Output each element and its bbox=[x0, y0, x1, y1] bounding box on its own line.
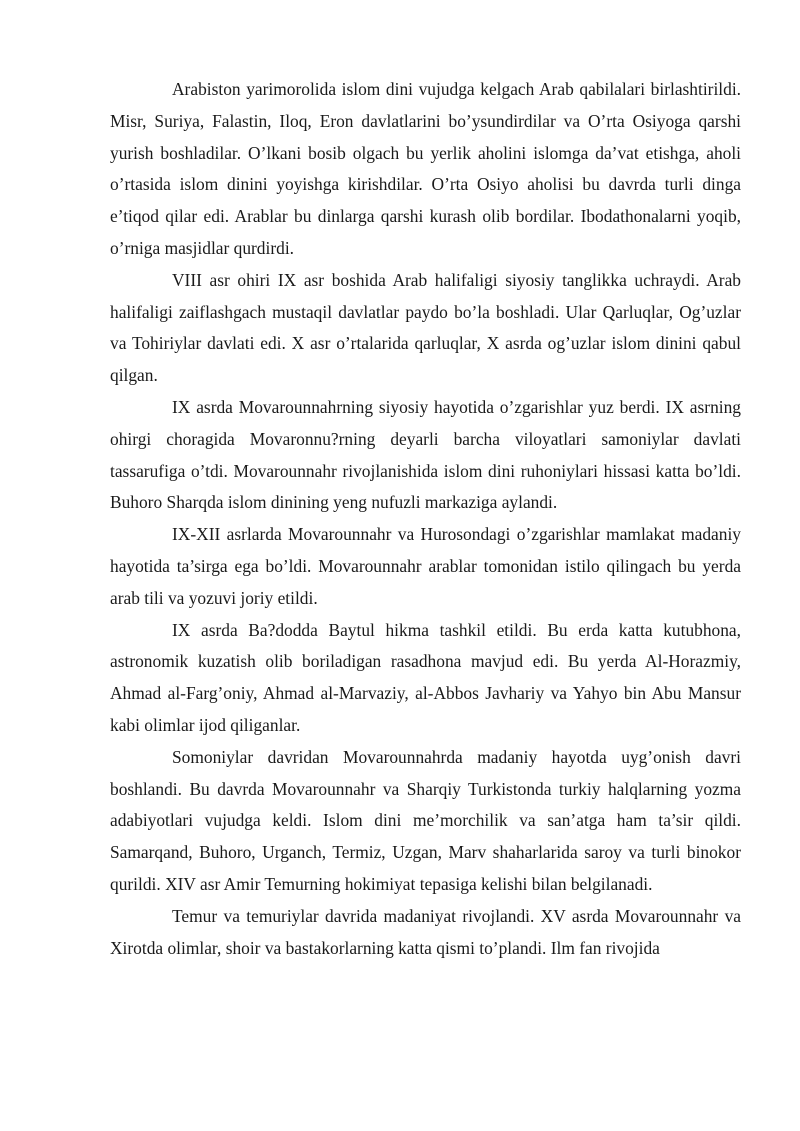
paragraph-4: IX-XII asrlarda Movarounnahr va Hurosondagi o’zgarishlar mamlakat madaniy hayotida ta’sirga ega bo’ldi. Movarounnahr arablar tomonidan istilo qilingach bu yerda arab tili va yozuvi joriy etildi. bbox=[110, 524, 741, 608]
document-body bbox=[110, 74, 741, 964]
paragraph-1: Arabiston yarimorolida islom dini vujudga kelgach Arab qabilalari birlashtirildi. Misr, Suriya, Falastin, Iloq, Eron davlatlarini bo’ysundirdilar va O’rta Osiyoga qarshi yurish boshladilar. O’lkani bosib olgach bu yerlik aholini islomga da’vat etishga, aholi o’rtasida islom dinini yoyishga kirishdilar. O’rta Osiyo aholisi bu davrda turli dinga e’tiqod qilar edi. Arablar bu dinlarga qarshi kurash olib bordilar. Ibodathonalarni yoqib, o’rniga masjidlar qurdirdi. bbox=[110, 79, 741, 258]
paragraph-7: Temur va temuriylar davrida madaniyat rivojlandi. XV asrda Movarounnahr va Xirotda olimlar, shoir va bastakorlarning katta qismi to’plandi. Ilm fan rivojida bbox=[110, 905, 741, 958]
paragraph-5: IX asrda Ba?dodda Baytul hikma tashkil etildi. Bu erda katta kutubhona, astronomik kuzatish olib boriladigan rasadhona mavjud edi. Bu yerda Al-Horazmiy, Ahmad al-Farg’oniy, Ahmad al-Marvaziy, al-Abbos Javhariy va Yahyo bin Abu Mansur kabi olimlar ijod qiliganlar. bbox=[110, 619, 741, 735]
paragraph-2: VIII asr ohiri IX asr boshida Arab halifaligi siyosiy tanglikka uchraydi. Arab halifaligi zaiflashgach mustaqil davlatlar paydo bo’la boshladi. Ular Qarluqlar, Og’uzlar va Tohiriylar davlati edi. X asr o’rtalarida qarluqlar, X asrda og’uzlar islom dinini qabul qilgan. bbox=[110, 269, 741, 386]
paragraph-3: IX asrda Movarounnahrning siyosiy hayotida o’zgarishlar yuz berdi. IX asrning ohirgi choragida Movaronnu?rning deyarli barcha viloyatlari samoniylar davlati tassarufiga o’tdi. Movarounnahr rivojlanishida islom dini ruhoniylari hissasi katta bo’ldi. Buhoro Sharqda islom dinining yeng nufuzli markaziga aylandi. bbox=[110, 396, 741, 513]
paragraph-6: Somoniylar davridan Movarounnahrda madaniy hayotda uyg’onish davri boshlandi. Bu davrda Movarounnahr va Sharqiy Turkistonda turkiy halqlarning yozma adabiyotlari vujudga keldi. Islom dini me’morchilik va san’atga ham ta’sir qildi. Samarqand, Buhoro, Urganch, Termiz, Uzgan, Marv shaharlarida saroy va turli binokor qurildi. XIV asr Amir Temurning hokimiyat tepasiga kelishi bilan belgilanadi. bbox=[110, 746, 741, 894]
